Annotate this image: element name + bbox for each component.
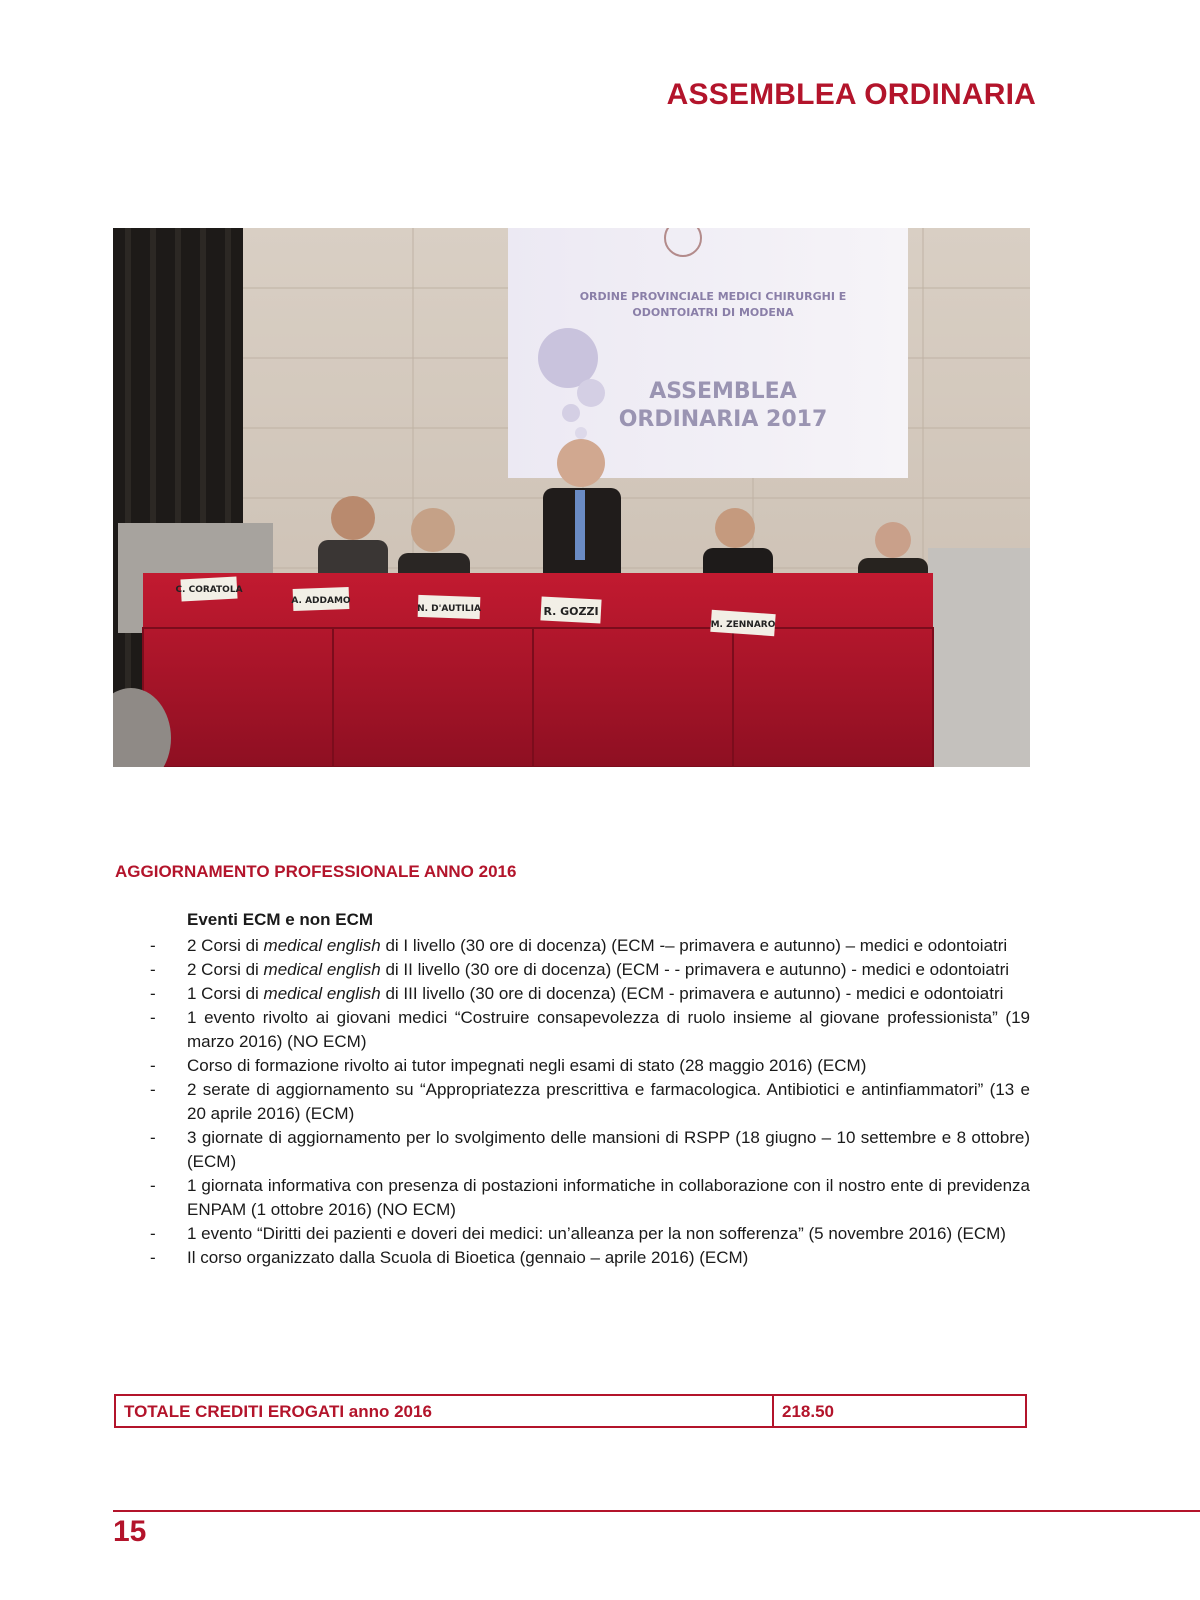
list-item (150, 1222, 1030, 1246)
nameplate-5-label: M. ZENNARO (710, 620, 776, 630)
list-bullet: - (150, 1056, 156, 1075)
nameplate-4-label: R. GOZZI (543, 605, 599, 618)
decor-circle (538, 328, 598, 388)
totals-label: TOTALE CREDITI EROGATI anno 2016 (116, 1396, 774, 1426)
list-item-text-end: di III livello (30 ore di docenza) (ECM - primavera e autunno) - medici e odontoiatri (380, 984, 1004, 1003)
screen-title-1: ASSEMBLEA (649, 379, 797, 404)
assembly-photo-illustration (113, 228, 1030, 767)
list-item-text-end: di II livello (30 ore di docenza) (ECM - - primavera e autunno) - medici e odontoiatri (380, 960, 1010, 979)
list-item (150, 1126, 1030, 1174)
list-item-text: 2 Corsi di (187, 960, 264, 979)
list-item-emphasis: medical english (263, 936, 381, 955)
nameplate-3-label: N. D'AUTILIA (417, 604, 481, 614)
assembly-photo (113, 228, 1030, 767)
events-subheading: Eventi ECM e non ECM (187, 910, 374, 929)
list-bullet: - (150, 1008, 156, 1027)
list-bullet: - (150, 1248, 156, 1267)
list-item-text: Corso di formazione rivolto ai tutor impegnati negli esami di stato (28 maggio 2016) (ECM) (187, 1056, 867, 1075)
list-item (150, 982, 1030, 1006)
lectern-right (928, 548, 1030, 767)
screen-line-1: ORDINE PROVINCIALE MEDICI CHIRURGHI E (579, 290, 847, 303)
list-bullet: - (150, 984, 156, 1003)
totals-value: 218.50 (782, 1402, 834, 1421)
list-bullet: - (150, 1080, 156, 1099)
list-item (150, 1174, 1030, 1222)
section-heading: AGGIORNAMENTO PROFESSIONALE ANNO 2016 (115, 862, 517, 881)
list-item (150, 1246, 1030, 1270)
list-bullet: - (150, 1176, 156, 1195)
screen-line-2: ODONTOIATRI DI MODENA (632, 306, 794, 319)
list-item (150, 934, 1030, 958)
list-item-text: 2 Corsi di (187, 936, 264, 955)
list-item-text: 1 Corsi di (187, 984, 264, 1003)
list-item-emphasis: medical english (263, 960, 381, 979)
list-item-emphasis: medical english (263, 984, 381, 1003)
list-item (150, 1078, 1030, 1126)
event-items (150, 934, 1030, 1270)
page-number: 15 (113, 1515, 147, 1548)
list-item-text: 3 giornate di aggiornamento per lo svolgimento delle mansioni di RSPP (18 giugno – 10 settembre e 8 ottobre) (ECM) (187, 1128, 1030, 1171)
list-item (150, 958, 1030, 982)
list-item-text: 1 evento “Diritti dei pazienti e doveri dei medici: un’alleanza per la non sofferenza” (5 novembre 2016) (ECM) (187, 1224, 1006, 1243)
totals-table (114, 1394, 1027, 1428)
list-item-text: 1 evento rivolto ai giovani medici “Costruire consapevolezza di ruolo insieme al giovane professionista” (19 marzo 2016) (NO ECM) (187, 1008, 1030, 1051)
list-bullet: - (150, 1224, 156, 1243)
screen-title-2: ORDINARIA 2017 (618, 407, 828, 432)
list-bullet: - (150, 936, 156, 955)
footer-rule (113, 1510, 1200, 1512)
list-item-text-end: di I livello (30 ore di docenza) (ECM -– primavera e autunno) – medici e odontoiatri (380, 936, 1008, 955)
list-bullet: - (150, 1128, 156, 1147)
nameplate-2-label: A. ADDAMO (291, 596, 351, 606)
list-bullet: - (150, 960, 156, 979)
nameplate-1-label: C. CORATOLA (175, 585, 243, 595)
list-item-text: 2 serate di aggiornamento su “Appropriatezza prescrittiva e farmacologica. Antibiotici e antinfiammatori” (13 e 20 aprile 2016) (ECM) (187, 1080, 1030, 1123)
list-item (150, 1054, 1030, 1078)
page-title: ASSEMBLEA ORDINARIA (666, 78, 1036, 111)
list-item-text: 1 giornata informativa con presenza di postazioni informatiche in collaborazione con il nostro ente di previdenza ENPAM (1 ottobre 2016) (NO ECM) (187, 1176, 1030, 1219)
events-list (150, 908, 1030, 1270)
list-item-text: Il corso organizzato dalla Scuola di Bioetica (gennaio – aprile 2016) (ECM) (187, 1248, 749, 1267)
list-item (150, 1006, 1030, 1054)
desk (143, 573, 933, 767)
